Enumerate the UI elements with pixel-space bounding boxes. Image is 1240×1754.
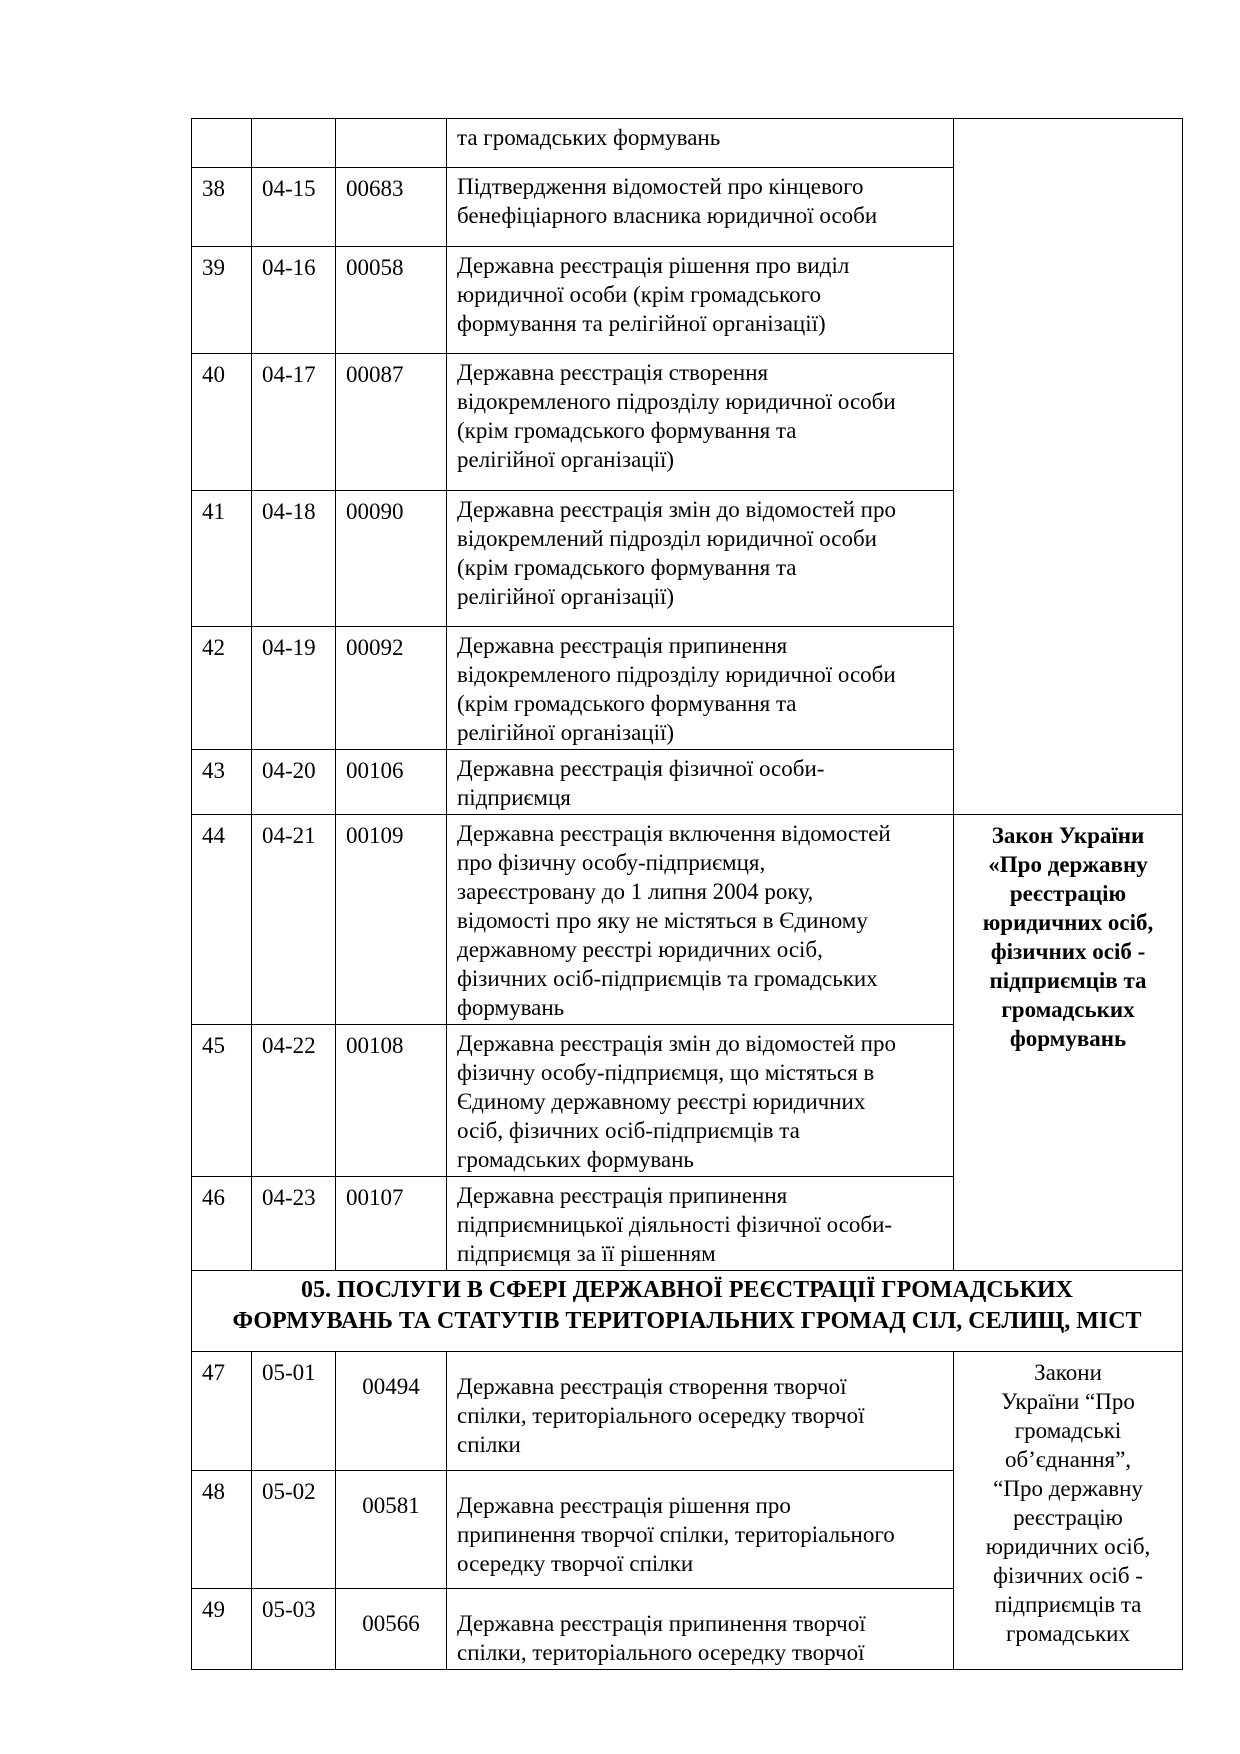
description-cell bbox=[447, 627, 954, 750]
description-line: та громадських формувань bbox=[457, 125, 721, 150]
description-cell bbox=[447, 247, 954, 354]
description-cell bbox=[447, 1589, 954, 1670]
description-cell bbox=[447, 1471, 954, 1589]
code-a-cell: 04-22 bbox=[252, 1025, 336, 1177]
table-row bbox=[192, 815, 1183, 1025]
description-cell bbox=[447, 815, 954, 1025]
description-line: формувань bbox=[457, 995, 565, 1020]
row-number-cell: 45 bbox=[192, 1025, 252, 1177]
description-line: спілки, територіального осередку творчої bbox=[457, 1640, 865, 1665]
code-a-cell: 05-01 bbox=[252, 1352, 336, 1471]
description-line: (крім громадського формування та bbox=[457, 418, 797, 443]
description-line: Державна реєстрація припинення творчої bbox=[457, 1611, 866, 1636]
code-a-cell: 05-03 bbox=[252, 1589, 336, 1670]
description-line: відокремлений підрозділ юридичної особи bbox=[457, 526, 877, 551]
law-line: громадські bbox=[1014, 1418, 1122, 1443]
code-a-cell: 04-18 bbox=[252, 491, 336, 627]
law-line: фізичних осіб - bbox=[990, 939, 1146, 964]
description-cell bbox=[447, 168, 954, 247]
code-b-cell: 00107 bbox=[336, 1177, 447, 1271]
section-heading-line: 05. ПОСЛУГИ В СФЕРІ ДЕРЖАВНОЇ РЕЄСТРАЦІЇ ГРОМАДСЬКИХ bbox=[301, 1277, 1073, 1303]
law-line: реєстрацію bbox=[1009, 881, 1127, 906]
code-b-cell: 00108 bbox=[336, 1025, 447, 1177]
description-line: громадських формувань bbox=[457, 1147, 694, 1172]
description-cell bbox=[447, 1025, 954, 1177]
code-a-cell: 05-02 bbox=[252, 1471, 336, 1589]
row-number-cell: 38 bbox=[192, 168, 252, 247]
table-row bbox=[192, 1352, 1183, 1471]
description-line: відомості про яку не містяться в Єдиному bbox=[457, 908, 868, 933]
description-cell bbox=[447, 119, 954, 168]
law-line: «Про державну bbox=[988, 852, 1148, 877]
description-line: Державна реєстрація включення відомостей bbox=[457, 821, 891, 846]
law-cell-empty bbox=[954, 119, 1183, 815]
description-line: Державна реєстрація створення bbox=[457, 360, 769, 385]
code-a-cell: 04-15 bbox=[252, 168, 336, 247]
description-line: державному реєстрі юридичних осіб, bbox=[457, 937, 823, 962]
law-line: юридичних осіб, bbox=[982, 910, 1154, 935]
law-line: Закон України bbox=[991, 823, 1145, 848]
row-number-cell: 42 bbox=[192, 627, 252, 750]
description-line: відокремленого підрозділу юридичної особи bbox=[457, 389, 896, 414]
law-line: України “Про bbox=[1001, 1389, 1135, 1414]
row-number-cell: 49 bbox=[192, 1589, 252, 1670]
description-line: про фізичну особу-підприємця, bbox=[457, 850, 766, 875]
code-b-cell bbox=[336, 119, 447, 168]
law-line: формувань bbox=[1009, 1026, 1127, 1051]
description-line: релігійної організації) bbox=[457, 720, 675, 745]
law-line: “Про державну bbox=[993, 1476, 1143, 1501]
description-line: відокремленого підрозділу юридичної особи bbox=[457, 662, 896, 687]
law-reference-cell bbox=[954, 1352, 1183, 1670]
law-line: реєстрацію bbox=[1013, 1505, 1123, 1530]
code-b-cell: 00566 bbox=[336, 1589, 447, 1670]
description-line: осіб, фізичних осіб-підприємців та bbox=[457, 1118, 800, 1143]
code-a-cell: 04-16 bbox=[252, 247, 336, 354]
law-line: громадських bbox=[1001, 997, 1135, 1022]
description-line: припинення творчої спілки, територіального bbox=[457, 1522, 895, 1547]
description-line: підприємця за її рішенням bbox=[457, 1241, 716, 1266]
law-line: підприємців та bbox=[989, 968, 1147, 993]
code-b-cell: 00090 bbox=[336, 491, 447, 627]
row-number-cell: 46 bbox=[192, 1177, 252, 1271]
description-cell bbox=[447, 491, 954, 627]
law-line: об’єднання”, bbox=[1004, 1447, 1132, 1472]
code-a-cell: 04-20 bbox=[252, 750, 336, 815]
row-number-cell: 47 bbox=[192, 1352, 252, 1471]
code-b-cell: 00109 bbox=[336, 815, 447, 1025]
code-b-cell: 00087 bbox=[336, 354, 447, 491]
description-line: бенефіціарного власника юридичної особи bbox=[457, 203, 878, 228]
row-number-cell bbox=[192, 119, 252, 168]
code-b-cell: 00092 bbox=[336, 627, 447, 750]
description-line: Державна реєстрація фізичної особи- bbox=[457, 756, 825, 781]
description-line: спілки, територіального осередку творчої bbox=[457, 1403, 865, 1428]
law-line: громадських bbox=[1006, 1621, 1130, 1646]
section-heading-line: ФОРМУВАНЬ ТА СТАТУТІВ ТЕРИТОРІАЛЬНИХ ГРОМАД СІЛ, СЕЛИЩ, МІСТ bbox=[232, 1308, 1142, 1334]
description-line: зареєстровану до 1 липня 2004 року, bbox=[457, 879, 814, 904]
description-line: осередку творчої спілки bbox=[457, 1551, 694, 1576]
code-b-cell: 00106 bbox=[336, 750, 447, 815]
description-line: підприємця bbox=[457, 785, 571, 810]
description-line: Підтвердження відомостей про кінцевого bbox=[457, 174, 864, 199]
description-line: релігійної організації) bbox=[457, 584, 675, 609]
description-line: фізичну особу-підприємця, що містяться в bbox=[457, 1060, 875, 1085]
code-a-cell: 04-17 bbox=[252, 354, 336, 491]
description-line: Державна реєстрація припинення bbox=[457, 1183, 788, 1208]
description-cell bbox=[447, 1177, 954, 1271]
description-line: (крім громадського формування та bbox=[457, 691, 797, 716]
description-line: Державна реєстрація припинення bbox=[457, 633, 788, 658]
description-line: релігійної організації) bbox=[457, 447, 675, 472]
section-heading bbox=[192, 1271, 1183, 1352]
code-b-cell: 00683 bbox=[336, 168, 447, 247]
description-line: Державна реєстрація рішення про bbox=[457, 1493, 791, 1518]
description-line: Державна реєстрація змін до відомостей про bbox=[457, 497, 896, 522]
law-line: підприємців та bbox=[994, 1592, 1142, 1617]
code-b-cell: 00494 bbox=[336, 1352, 447, 1471]
description-line: спілки bbox=[457, 1432, 521, 1457]
description-cell bbox=[447, 354, 954, 491]
services-table bbox=[191, 118, 1183, 1670]
row-number-cell: 48 bbox=[192, 1471, 252, 1589]
description-cell bbox=[447, 750, 954, 815]
code-a-cell: 04-23 bbox=[252, 1177, 336, 1271]
row-number-cell: 43 bbox=[192, 750, 252, 815]
description-line: (крім громадського формування та bbox=[457, 555, 797, 580]
section-header-row bbox=[192, 1271, 1183, 1352]
law-line: Закони bbox=[1034, 1360, 1102, 1385]
description-line: Державна реєстрація змін до відомостей про bbox=[457, 1031, 896, 1056]
description-line: Державна реєстрація рішення про виділ bbox=[457, 253, 850, 278]
code-b-cell: 00581 bbox=[336, 1471, 447, 1589]
law-reference-cell bbox=[954, 815, 1183, 1271]
description-line: юридичної особи (крім громадського bbox=[457, 282, 821, 307]
table-row bbox=[192, 119, 1183, 168]
row-number-cell: 44 bbox=[192, 815, 252, 1025]
row-number-cell: 41 bbox=[192, 491, 252, 627]
row-number-cell: 39 bbox=[192, 247, 252, 354]
description-line: Державна реєстрація створення творчої bbox=[457, 1374, 847, 1399]
description-cell bbox=[447, 1352, 954, 1471]
description-line: Єдиному державному реєстрі юридичних bbox=[457, 1089, 866, 1114]
row-number-cell: 40 bbox=[192, 354, 252, 491]
description-line: формування та релігійної організації) bbox=[457, 311, 826, 336]
description-line: фізичних осіб-підприємців та громадських bbox=[457, 966, 878, 991]
code-b-cell: 00058 bbox=[336, 247, 447, 354]
law-line: фізичних осіб - bbox=[993, 1563, 1143, 1588]
code-a-cell bbox=[252, 119, 336, 168]
description-line: підприємницької діяльності фізичної особи- bbox=[457, 1212, 893, 1237]
code-a-cell: 04-19 bbox=[252, 627, 336, 750]
law-line: юридичних осіб, bbox=[985, 1534, 1151, 1559]
code-a-cell: 04-21 bbox=[252, 815, 336, 1025]
